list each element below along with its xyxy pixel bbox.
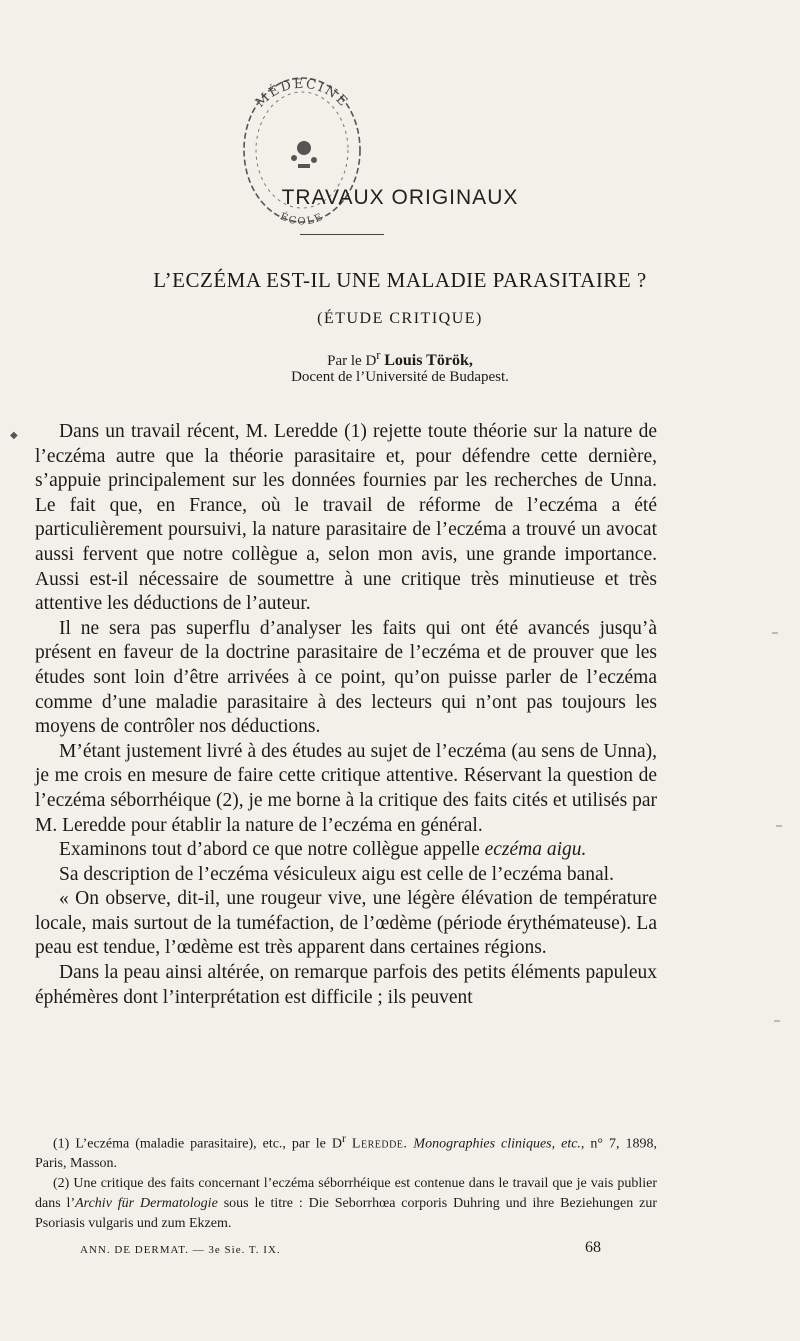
paragraph: M’étant justement livré à des études au sujet de l’eczéma (au sens de Unna), je me crois en mesure de faire cette critique attentive. Réservant la question de l’eczéma séborrhéique (2), je me borne à la critique des faits cités et utilisés par M. Leredde pour établir la nature de l’eczéma en général. bbox=[35, 740, 657, 836]
paragraph: Dans un travail récent, M. Leredde (1) rejette toute théorie sur la nature de l’eczéma autre que la théorie parasitaire et, pour défendre cette dernière, s’appuie principalement sur les données fournies par les recherches de Unna. Le fait que, en France, où le travail de réforme de l’eczéma a été particulièrement poursuivi, la nature parasitaire de l’eczéma a trouvé un avocat aussi fervent que notre collègue a, selon mon avis, une grande importance. Aussi est-il nécessaire de soumettre à une critique très minutieuse et très attentive les déductions de l’auteur. bbox=[35, 421, 657, 615]
footnote-2-text: (2) Une critique des faits concernant l’eczéma séborrhéique est contenue dans le travail que je vais publier dans l’ bbox=[35, 1176, 657, 1212]
page-number: 68 bbox=[585, 1239, 601, 1256]
author-name: Louis Török, bbox=[384, 352, 473, 369]
footnote-2 bbox=[35, 1174, 657, 1233]
subtitle-text: (ÉTUDE CRITIQUE) bbox=[317, 310, 483, 327]
paragraph-italic: eczéma aigu. bbox=[484, 839, 587, 861]
author-line bbox=[0, 348, 800, 370]
footnote-1-tail: n° 7, 1898, Paris, Masson. bbox=[35, 1136, 658, 1172]
library-stamp bbox=[232, 60, 372, 240]
footnote-1-sup: r bbox=[342, 1132, 346, 1145]
paragraph: Il ne sera pas superflu d’analyser les faits qui ont été avancés jusqu’à présent en faveur de la doctrine parasitaire de l’eczéma et de prouver que les études sont loin d’être arrivées à ce point, qu’on puisse parler de l’eczéma comme d’une maladie parasitaire à des lecteurs qui n’ont pas toujours les moyens de contrôler nos déductions. bbox=[35, 617, 657, 738]
article-title: L’ECZÉMA EST-IL UNE MALADIE PARASITAIRE ? bbox=[153, 268, 647, 292]
paragraph: « On observe, dit-il, une rougeur vive, une légère élévation de température locale, mais surtout de la tuméfaction, de l’œdème (période érythémateuse). La peau est tendue, l’œdème est très apparent dans certaines régions. bbox=[35, 888, 657, 959]
stamp-upper-text: MÉDECINE bbox=[252, 76, 352, 111]
footnote-1-italic: Monographies cliniques, etc., bbox=[413, 1136, 585, 1152]
title-rule bbox=[300, 234, 384, 235]
journal-reference: ANN. DE DERMAT. — 3e Sie. T. IX. bbox=[80, 1244, 281, 1256]
footnote-2-tail: sous le titre : Die Seborrhœa corporis Duhring und ihre Beziehungen zur Psoriasis vulgaris und zum Ekzem. bbox=[35, 1196, 658, 1231]
paragraph bbox=[35, 838, 657, 863]
author-affiliation: Docent de l’Université de Budapest. bbox=[291, 369, 509, 385]
paragraph: Dans la peau ainsi altérée, on remarque parfois des petits éléments papuleux éphémères dont l’interprétation est difficile ; ils peuvent bbox=[35, 962, 657, 1008]
stamp-lower-text: ÉCOLE bbox=[278, 211, 326, 228]
margin-mark: ◆ bbox=[10, 430, 18, 441]
footnote-1-text: (1) L’eczéma (maladie parasitaire), etc., par le D bbox=[53, 1136, 343, 1152]
footnote-2-italic: Archiv für Dermatologie bbox=[75, 1196, 218, 1212]
footnote-1-name: Leredde. bbox=[351, 1136, 408, 1152]
article-subtitle bbox=[0, 310, 800, 328]
article-body bbox=[35, 420, 657, 1010]
section-title: TRAVAUX ORIGINAUX bbox=[281, 186, 519, 209]
author-prefix-sup: r bbox=[376, 348, 381, 362]
paragraph-text: Examinons tout d’abord ce que notre collègue appelle bbox=[59, 839, 485, 861]
paper-speck bbox=[776, 825, 782, 827]
footnotes bbox=[35, 1129, 657, 1234]
svg-text:ÉCOLE bbox=[278, 210, 326, 227]
footnote-1 bbox=[35, 1129, 657, 1174]
paper-speck bbox=[772, 632, 778, 634]
author-prefix: Par le D bbox=[327, 353, 377, 369]
svg-text:MÉDECINE bbox=[253, 77, 351, 111]
paper-speck bbox=[774, 1020, 780, 1022]
paragraph: Sa description de l’eczéma vésiculeux aigu est celle de l’eczéma banal. bbox=[59, 863, 614, 885]
